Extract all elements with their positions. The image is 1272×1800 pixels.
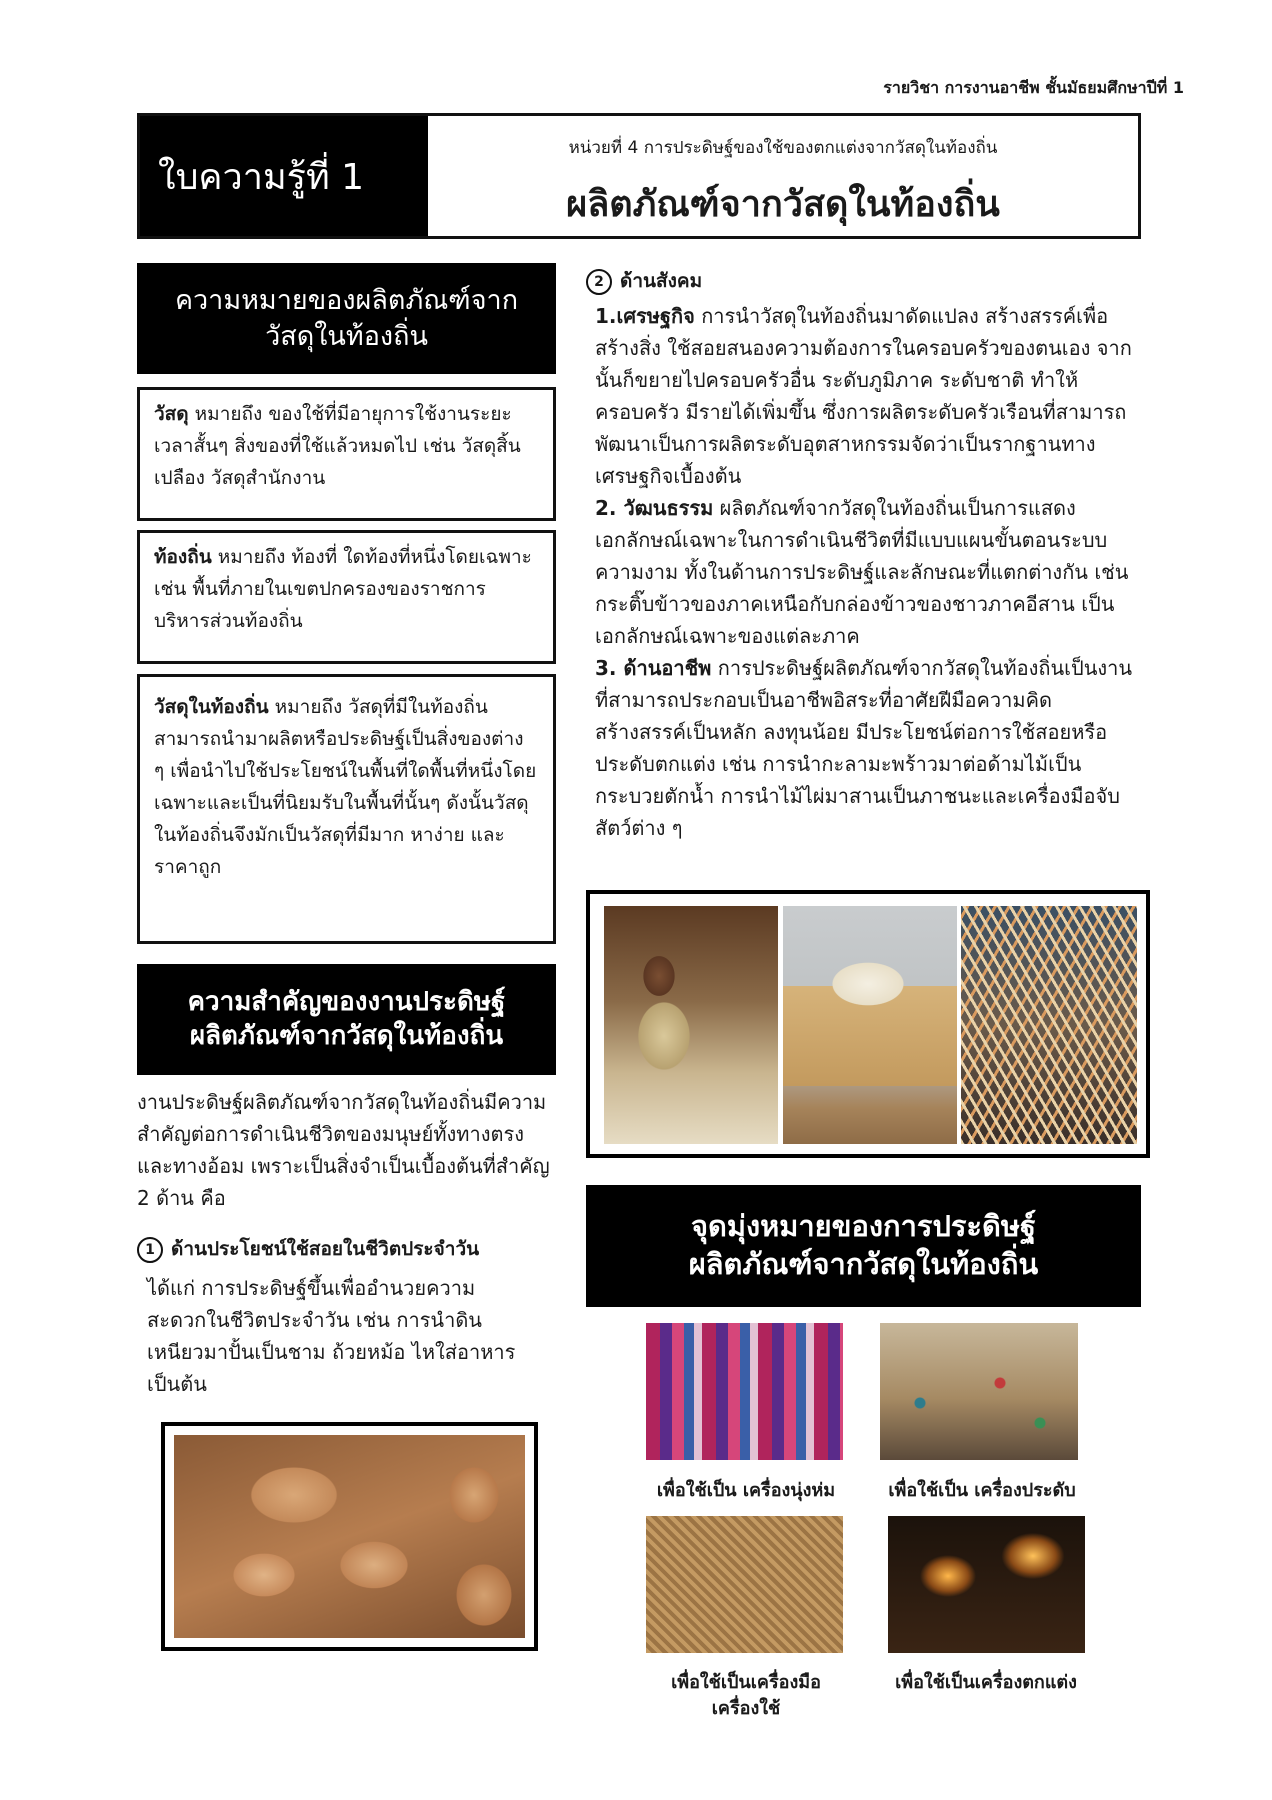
- importance-intro: งานประดิษฐ์ผลิตภัณฑ์จากวัสดุในท้องถิ่นมีความสำคัญต่อการดำเนินชีวิตของมนุษย์ทั้งทางตรงและทางอ้อม เพราะเป็นสิ่งจำเป็นเบื้องต้นที่สำคัญ 2 ด้าน คือ: [137, 1090, 550, 1210]
- jewelry-image: [880, 1323, 1078, 1460]
- meaning-heading: ความหมายของผลิตภัณฑ์จาก วัสดุในท้องถิ่น: [137, 263, 556, 374]
- purpose-caption-decor: เพื่อใช้เป็นเครื่องตกแต่ง: [895, 1672, 1077, 1693]
- aspect1-title-row: [137, 1234, 557, 1264]
- bamboo-weaving-image: [961, 906, 1137, 1144]
- number-circle-icon: 1: [137, 1237, 163, 1263]
- definition-box-locality: [137, 530, 556, 664]
- definition-text: หมายถึง ของใช้ที่มีอายุการใช้งานระยะเวลาสั้นๆ สิ่งของที่ใช้แล้วหมดไป เช่น วัสดุสิ้นเปลือง วัสดุสำนักงาน: [154, 403, 521, 489]
- aspect1-title: ด้านประโยชน์ใช้สอยในชีวิตประจำวัน: [171, 1238, 480, 1260]
- social-term: 1.เศรษฐกิจ: [595, 304, 695, 328]
- clothing-image: [646, 1323, 843, 1460]
- header-box: [137, 113, 1141, 239]
- number-circle-icon: 2: [586, 269, 612, 295]
- definition-term: วัสดุในท้องถิ่น: [154, 696, 269, 718]
- definition-term: วัสดุ: [154, 403, 189, 425]
- social-aspects: [595, 300, 1135, 844]
- sticky-rice-basket-image: [783, 906, 957, 1144]
- social-item-economy: [595, 300, 1135, 492]
- purpose-caption-clothing: เพื่อใช้เป็น เครื่องนุ่งห่ม: [656, 1480, 836, 1501]
- header-title-area: [428, 116, 1138, 236]
- social-item-culture: [595, 492, 1135, 652]
- social-text: การนำวัสดุในท้องถิ่นมาดัดแปลง สร้างสรรค์เพื่อสร้างสิ่ง ใช้สอยสนองความต้องการในครอบครัวของตนเอง จากนั้นก็ขยายไปครอบครัวอื่น ระดับภูมิภาค ระดับชาติ ทำให้ครอบครัว มีรายได้เพิ่มขึ้น ซึ่งการผลิตระดับครัวเรือนที่สามารถพัฒนาเป็นการผลิตระดับอุตสาหกรรมจัดว่าเป็นรากฐานทางเศรษฐกิจเบื้องต้น: [595, 304, 1132, 488]
- weaving-image: [604, 906, 778, 1144]
- definition-term: ท้องถิ่น: [154, 546, 212, 568]
- unit-line: หน่วยที่ 4 การประดิษฐ์ของใช้ของตกแต่งจากวัสดุในท้องถิ่น: [568, 138, 998, 158]
- social-item-career: [595, 652, 1135, 844]
- pottery-image: [174, 1435, 525, 1638]
- purpose-caption-tools: เพื่อใช้เป็นเครื่องมือ เครื่องใช้: [671, 1672, 821, 1719]
- page-title: ผลิตภัณฑ์จากวัสดุในท้องถิ่น: [566, 184, 1000, 225]
- social-text: การประดิษฐ์ผลิตภัณฑ์จากวัสดุในท้องถิ่นเป็นงานที่สามารถประกอบเป็นอาชีพอิสระที่อาศัยฝีมือความคิดสร้างสรรค์เป็นหลัก ลงทุนน้อย มีประโยชน์ต่อการใช้สอยหรือประดับตกแต่ง เช่น การนำกะลามะพร้าวมาต่อด้ามไม้เป็นกระบวยตักน้ำ การนำไม้ไผ่มาสานเป็นภาชนะและเครื่องมือจับสัตว์ต่าง ๆ: [595, 656, 1133, 840]
- definition-text: หมายถึง วัสดุที่มีในท้องถิ่น สามารถนำมาผลิตหรือประดิษฐ์เป็นสิ่งของต่าง ๆ เพื่อนำไปใช้ประโยชน์ในพื้นที่ใดพื้นที่หนึ่งโดยเฉพาะและเป็นที่นิยมรับในพื้นที่นั้นๆ ดังนั้นวัสดุในท้องถิ่นจึงมักเป็นวัสดุที่มีมาก หาง่าย และราคาถูก: [154, 696, 537, 878]
- sheet-label: ใบความรู้ที่ 1: [140, 116, 428, 236]
- purpose-caption-jewelry: เพื่อใช้เป็น เครื่องประดับ: [888, 1480, 1076, 1501]
- baskets-image: [646, 1516, 843, 1653]
- definition-box-local-material: [137, 674, 556, 944]
- pottery-photo-frame: [161, 1422, 538, 1651]
- lamps-image: [888, 1516, 1085, 1653]
- social-text: ผลิตภัณฑ์จากวัสดุในท้องถิ่นเป็นการแสดงเอกลักษณ์เฉพาะในการดำเนินชีวิตที่มีแบบแผนขั้นตอนระบบ ความงาม ทั้งในด้านการประดิษฐ์และลักษณะที่แตกต่างกัน เช่น กระติ๊บข้าวของภาคเหนือกับกล่องข้าวของชาวภาคอีสาน เป็นเอกลักษณ์เฉพาะของแต่ละภาค: [595, 496, 1129, 648]
- definition-box-material: [137, 387, 556, 521]
- aspect2-title-row: [586, 266, 1086, 296]
- aspect1-text: ได้แก่ การประดิษฐ์ขึ้นเพื่ออำนวยความสะดวกในชีวิตประจำวัน เช่น การนำดินเหนียวมาปั้นเป็นชาม ถ้วยหม้อ ไหใส่อาหาร เป็นต้น: [147, 1276, 516, 1396]
- craft-photo-strip: [586, 890, 1150, 1158]
- definition-text: หมายถึง ท้องที่ ใดท้องที่หนึ่งโดยเฉพาะ เช่น พื้นที่ภายในเขตปกครองของราชการบริหารส่วนท้องถิ่น: [154, 546, 532, 632]
- social-term: 3. ด้านอาชีพ: [595, 656, 712, 680]
- aspect2-title: ด้านสังคม: [620, 270, 703, 292]
- purpose-heading: จุดมุ่งหมายของการประดิษฐ์ ผลิตภัณฑ์จากวัสดุในท้องถิ่น: [586, 1185, 1141, 1307]
- importance-heading: ความสำคัญของงานประดิษฐ์ ผลิตภัณฑ์จากวัสดุในท้องถิ่น: [137, 964, 556, 1075]
- social-term: 2. วัฒนธรรม: [595, 496, 714, 520]
- subject-line: รายวิชา การงานอาชีพ ชั้นมัธยมศึกษาปีที่ 1: [883, 78, 1184, 97]
